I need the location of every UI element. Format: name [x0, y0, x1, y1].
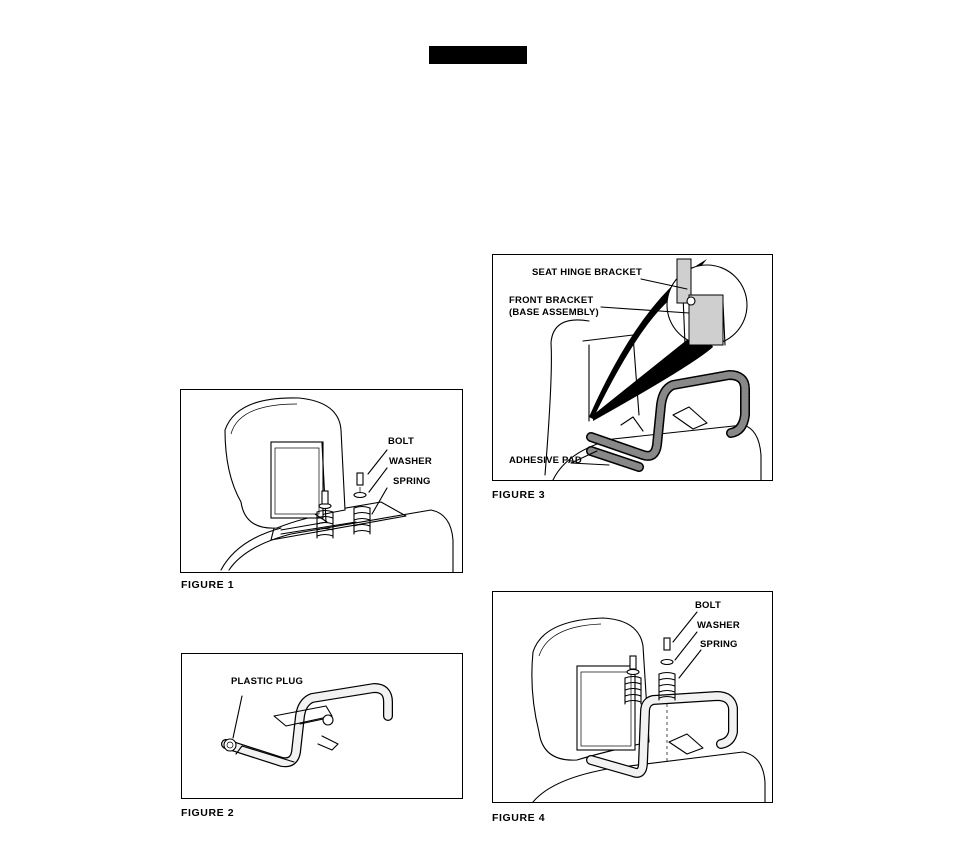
plastic-plug-icon [224, 739, 236, 751]
washer-label: WASHER [697, 620, 740, 631]
plastic-plug-label: PLASTIC PLUG [231, 676, 304, 687]
figure-1-illustration [180, 389, 463, 573]
bolt-icon [357, 473, 363, 485]
figure-3-illustration [492, 254, 773, 481]
washer-icon [661, 660, 673, 665]
front-bracket-sublabel: (BASE ASSEMBLY) [509, 307, 599, 318]
figure-3-caption: FIGURE 3 [492, 489, 546, 501]
figure-1-caption: FIGURE 1 [181, 579, 235, 591]
figure-2-caption: FIGURE 2 [181, 807, 235, 819]
bolt-icon [664, 638, 670, 650]
seat-hinge-detail-diagram [493, 255, 773, 481]
bolt-label: BOLT [388, 436, 414, 447]
right-spring-icon [354, 507, 370, 535]
figure-4-illustration [492, 591, 773, 803]
spring-label: SPRING [700, 639, 738, 650]
washer-icon [354, 493, 366, 498]
adhesive-pad-label: ADHESIVE PAD [509, 455, 582, 466]
spring-label: SPRING [393, 476, 431, 487]
bolt-label: BOLT [695, 600, 721, 611]
header-bar [429, 46, 527, 64]
washer-label: WASHER [389, 456, 432, 467]
seat-hinge-bracket-label: SEAT HINGE BRACKET [532, 267, 643, 278]
figure-4-caption: FIGURE 4 [492, 812, 546, 824]
figure-2-illustration [181, 653, 463, 799]
front-bracket-label: FRONT BRACKET [509, 295, 594, 306]
base-frame-diagram [182, 654, 463, 799]
